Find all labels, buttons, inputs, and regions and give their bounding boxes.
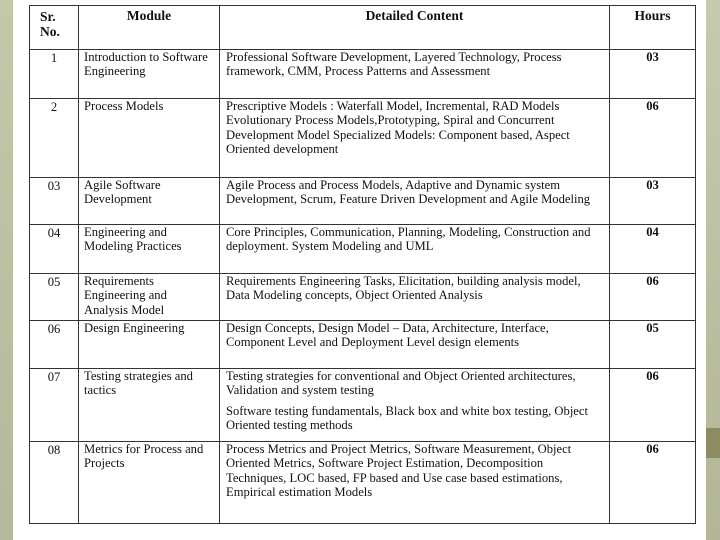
row-hours: 03 — [610, 178, 696, 225]
row-sr-no: 06 — [30, 321, 79, 369]
rail-notch — [706, 428, 720, 458]
row-hours: 06 — [610, 442, 696, 524]
row-hours: 04 — [610, 225, 696, 274]
header-module: Module — [79, 6, 220, 50]
row-hours: 06 — [610, 369, 696, 442]
row-module: Testing strategies and tactics — [79, 369, 220, 442]
header-detailed-content: Detailed Content — [220, 6, 610, 50]
table-row — [30, 99, 696, 178]
table-row — [30, 225, 696, 274]
row-hours: 03 — [610, 50, 696, 99]
row-module: Introduction to Software Engineering — [79, 50, 220, 99]
table-row — [30, 369, 696, 442]
table-row — [30, 178, 696, 225]
row-content: Design Concepts, Design Model – Data, Architecture, Interface, Component Level and Deployment Level design elements — [220, 321, 610, 369]
row-content: Testing strategies for conventional and Object Oriented architectures, Validation and system testing — [226, 369, 576, 398]
row-content: Agile Process and Process Models, Adaptive and Dynamic system Development, Scrum, Feature Driven Development and Agile Modeling — [220, 178, 610, 225]
table-row — [30, 50, 696, 99]
left-decorative-rail — [0, 0, 13, 540]
row-sr-no: 04 — [30, 225, 79, 274]
row-sr-no: 03 — [30, 178, 79, 225]
row-content: Core Principles, Communication, Planning, Modeling, Construction and deployment. System Modeling and UML — [220, 225, 610, 274]
row-content: Professional Software Development, Layered Technology, Process framework, CMM, Process Patterns and Assessment — [220, 50, 610, 99]
syllabus-table — [29, 5, 696, 524]
row-hours: 06 — [610, 99, 696, 178]
row-content: Requirements Engineering Tasks, Elicitation, building analysis model, Data Modeling concepts, Object Oriented Analysis — [220, 274, 610, 321]
row-sr-no: 2 — [30, 99, 79, 178]
row-module: Process Models — [79, 99, 220, 178]
row-hours: 05 — [610, 321, 696, 369]
syllabus-sheet — [26, 0, 696, 540]
row-module: Requirements Engineering and Analysis Model — [79, 274, 220, 321]
row-content-extra: Software testing fundamentals, Black box and white box testing, Object Oriented testing methods — [226, 403, 588, 433]
row-content-cell — [220, 369, 610, 442]
row-module: Design Engineering — [79, 321, 220, 369]
right-decorative-rail — [706, 0, 720, 540]
row-module: Agile Software Development — [79, 178, 220, 225]
row-module: Metrics for Process and Projects — [79, 442, 220, 524]
header-hours: Hours — [610, 6, 696, 50]
table-row — [30, 274, 696, 321]
row-hours: 06 — [610, 274, 696, 321]
row-content: Process Metrics and Project Metrics, Software Measurement, Object Oriented Metrics, Software Project Estimation, Decomposition Techniques, LOC based, FP based and Use case based estimations, Empirical estimation Models — [220, 442, 610, 524]
header-sr-no: Sr. No. — [30, 6, 79, 50]
row-sr-no: 05 — [30, 274, 79, 321]
row-sr-no: 1 — [30, 50, 79, 99]
row-module: Engineering and Modeling Practices — [79, 225, 220, 274]
table-row — [30, 321, 696, 369]
table-row — [30, 442, 696, 524]
row-sr-no: 07 — [30, 369, 79, 442]
row-sr-no: 08 — [30, 442, 79, 524]
header-row — [30, 6, 696, 50]
row-content: Prescriptive Models : Waterfall Model, Incremental, RAD Models Evolutionary Process Models,Prototyping, Spiral and Concurrent Development Model Specialized Models: Component based, Aspect Oriented development — [220, 99, 610, 178]
